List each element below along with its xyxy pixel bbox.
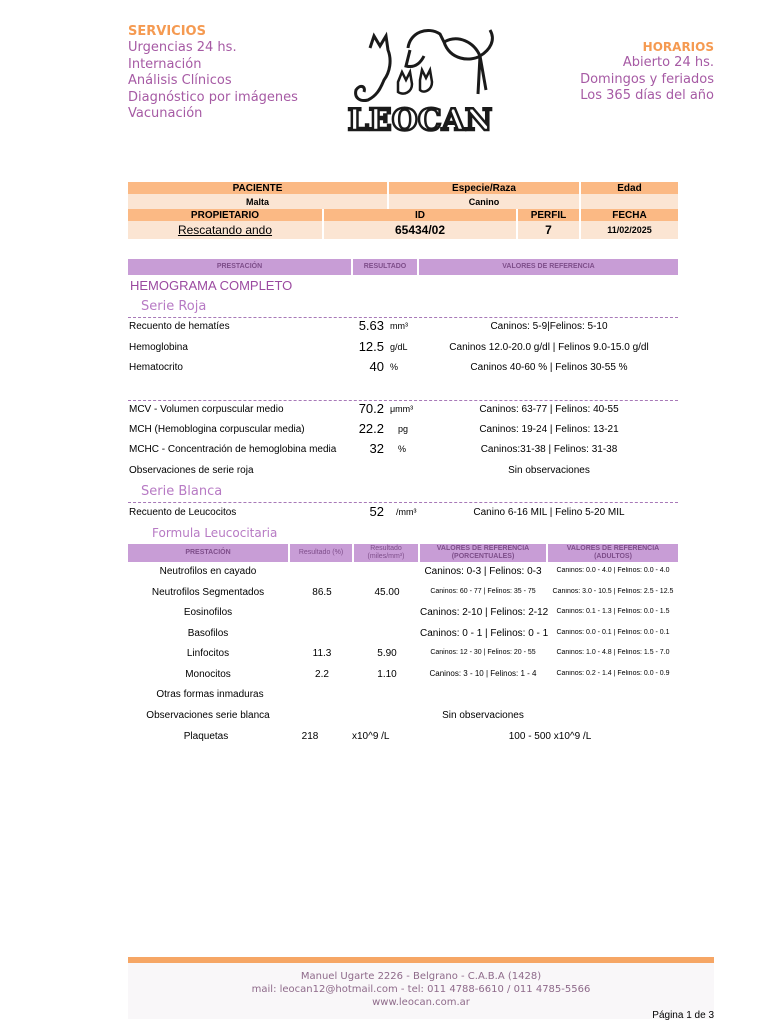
row-unit: %	[398, 444, 407, 454]
formula-heading: Formula Leucocitaria	[152, 526, 278, 540]
leuco-col-prestacion: PRESTACIÓN	[128, 544, 288, 562]
row-label: Recuento de hematíes	[129, 321, 230, 332]
leuco-name: Linfocitos	[186, 648, 230, 659]
leuco-pct: 2.2	[315, 669, 329, 680]
plaquetas-ref: 100 - 500 x10^9 /L	[508, 731, 592, 742]
leuco-pct: 11.3	[312, 648, 332, 659]
result-row	[0, 401, 768, 419]
row-unit: μmm³	[390, 404, 414, 414]
row-label: Recuento de Leucocitos	[129, 507, 237, 518]
leuco-ref-pct: Caninos: 0-3 | Felinos: 0-3	[424, 566, 542, 577]
service-item: Internación	[128, 56, 202, 72]
edad-value	[579, 194, 678, 209]
leuco-col-ref-adult-line2: (ADULTOS)	[594, 553, 632, 560]
leuco-ref-adult: Caninos: 1.0 - 4.8 | Felinos: 1.5 - 7.0	[556, 649, 670, 656]
fecha-value: 11/02/2025	[579, 221, 678, 239]
leuco-mil: 1.10	[377, 669, 397, 680]
leuco-mil: 45.00	[374, 587, 400, 598]
service-item: Diagnóstico por imágenes	[128, 89, 298, 105]
leuco-col-mil-line2: (miles/mm³)	[367, 553, 405, 560]
result-row	[0, 421, 768, 439]
leuco-name: Monocitos	[185, 669, 231, 680]
plaquetas-unit: x10^9 /L	[352, 731, 390, 742]
leuco-ref-adult: Caninos: 0.1 - 1.3 | Felinos: 0.0 - 1.5	[556, 608, 670, 615]
leuco-ref-adult: Caninos: 3.0 - 10.5 | Felinos: 2.5 - 12.5	[552, 588, 674, 595]
plaquetas-label: Plaquetas	[183, 731, 229, 742]
row-value: 70.2	[358, 401, 384, 416]
row-ref: Caninos: 19-24 | Felinos: 13-21	[479, 424, 619, 435]
row-label: MCH (Hemoblogina corpuscular media)	[129, 424, 305, 435]
leuco-name: Neutrofilos en cayado	[159, 566, 257, 577]
leuco-name: Neutrofilos Segmentados	[151, 587, 265, 598]
leuco-ref-pct: Caninos: 2-10 | Felinos: 2-12	[420, 607, 549, 618]
plaquetas-value: 218	[301, 731, 319, 742]
row-label: Observaciones de serie roja	[129, 465, 254, 476]
footer	[128, 970, 714, 1009]
leuco-col-ref-adult-line1: VALORES DE REFERENCIA	[566, 545, 660, 552]
row-ref: Sin observaciones	[508, 465, 590, 476]
leuco-col-ref-pct-line1: VALORES DE REFERENCIA	[436, 545, 530, 552]
row-unit: /mm³	[396, 507, 417, 517]
otras-row	[0, 686, 768, 704]
leuco-pct: 86.5	[312, 587, 332, 598]
leuco-ref-adult: Caninos: 0.0 - 0.1 | Felinos: 0.0 - 0.1	[556, 629, 670, 636]
row-label: Hemoglobina	[129, 342, 188, 353]
row-value: 52	[369, 504, 384, 519]
leuco-row	[0, 645, 768, 663]
id-label: ID	[322, 209, 516, 221]
result-row	[0, 339, 768, 357]
row-unit: g/dL	[390, 342, 408, 352]
serie-roja-heading: Serie Roja	[141, 299, 207, 314]
result-row	[0, 462, 768, 480]
serie-blanca-heading: Serie Blanca	[141, 484, 223, 499]
leuco-row	[0, 625, 768, 643]
obs-blanca-row	[0, 707, 768, 725]
row-value: 40	[369, 359, 384, 374]
row-ref: Caninos 12.0-20.0 g/dl | Felinos 9.0-15.0 g/dl	[449, 342, 649, 353]
especie-value: Canino	[387, 194, 579, 209]
especie-label: Especie/Raza	[387, 182, 579, 194]
row-value: 22.2	[358, 421, 384, 436]
footer-address: Manuel Ugarte 2226 - Belgrano - C.A.B.A (1428)	[300, 971, 542, 982]
services-title: SERVICIOS	[128, 24, 206, 39]
leuco-name: Basofilos	[187, 628, 229, 639]
service-item: Análisis Clínicos	[128, 73, 232, 89]
row-ref: Caninos:31-38 | Felinos: 31-38	[480, 444, 618, 455]
edad-label: Edad	[579, 182, 678, 194]
hours-block	[580, 40, 714, 105]
logo-text: LEOCAN	[347, 103, 493, 138]
obs-blanca-ref: Sin observaciones	[442, 710, 524, 721]
hemograma-title: HEMOGRAMA COMPLETO	[130, 278, 293, 293]
page-number: Página 1 de 3	[652, 1010, 714, 1021]
hours-title: HORARIOS	[642, 40, 714, 54]
leuco-name: Eosinofilos	[183, 607, 233, 618]
perfil-value: 7	[516, 221, 579, 239]
perfil-label: PERFIL	[516, 209, 579, 221]
leuco-ref-pct: Caninos: 0 - 1 | Felinos: 0 - 1	[420, 628, 549, 639]
row-value: 12.5	[358, 339, 384, 354]
col-resultado: RESULTADO	[353, 259, 417, 275]
paciente-value: Malta	[128, 194, 387, 209]
propietario-value: Rescatando ando	[128, 221, 322, 239]
leuco-row	[0, 584, 768, 602]
divider	[128, 502, 678, 503]
leuco-col-mil-line1: Resultado	[370, 545, 402, 552]
leuco-ref-pct: Caninos: 3 - 10 | Felinos: 1 - 4	[429, 669, 537, 678]
plaquetas-row	[0, 728, 768, 746]
leuco-ref-adult: Caninos: 0.2 - 1.4 | Felinos: 0.0 - 0.9	[556, 670, 670, 677]
result-row	[0, 359, 768, 377]
leuco-mil: 5.90	[377, 648, 397, 659]
leuco-row	[0, 666, 768, 684]
result-row	[0, 441, 768, 459]
leuco-ref-pct: Caninos: 12 - 30 | Felinos: 20 - 55	[430, 649, 536, 656]
row-ref: Caninos: 63-77 | Felinos: 40-55	[479, 404, 619, 415]
row-label: MCV - Volumen corpuscular medio	[129, 404, 284, 415]
row-ref: Canino 6-16 MIL | Felino 5-20 MIL	[473, 507, 625, 518]
leocan-logo	[340, 20, 500, 140]
leuco-ref-adult: Caninos: 0.0 - 4.0 | Felinos: 0.0 - 4.0	[556, 567, 670, 574]
paciente-label: PACIENTE	[128, 182, 387, 194]
row-unit: mm³	[390, 321, 408, 331]
result-row	[0, 504, 768, 522]
leuco-col-ref-adult	[548, 544, 678, 562]
fecha-label: FECHA	[579, 209, 678, 221]
row-unit: %	[390, 362, 399, 372]
leuco-col-pct: Resultado (%)	[290, 544, 352, 562]
col-prestacion: PRESTACIÓN	[128, 259, 351, 275]
propietario-label: PROPIETARIO	[128, 209, 322, 221]
leuco-ref-pct: Caninos: 60 - 77 | Felinos: 35 - 75	[430, 588, 536, 595]
leuco-col-ref-pct-line2: (PORCENTUALES)	[451, 553, 515, 560]
footer-website: www.leocan.com.ar	[372, 997, 470, 1008]
leuco-col-mil	[354, 544, 418, 562]
otras-label: Otras formas inmaduras	[156, 689, 264, 700]
row-unit: pg	[398, 424, 409, 434]
footer-contact: mail: leocan12@hotmail.com - tel: 011 4788-6610 / 011 4785-5566	[251, 984, 591, 995]
row-label: MCHC - Concentración de hemoglobina media	[129, 444, 337, 455]
row-value: 32	[369, 441, 384, 456]
leuco-col-ref-pct	[420, 544, 546, 562]
hours-item: Domingos y feriados	[580, 71, 714, 87]
services-block	[128, 24, 298, 123]
patient-table	[128, 182, 678, 239]
leuco-row	[0, 563, 768, 581]
obs-blanca-label: Observaciones serie blanca	[146, 710, 270, 721]
row-ref: Caninos 40-60 % | Felinos 30-55 %	[470, 362, 628, 373]
service-item: Vacunación	[128, 106, 203, 122]
col-valores: VALORES DE REFERENCIA	[419, 259, 678, 275]
result-row	[0, 318, 768, 336]
row-value: 5.63	[358, 318, 384, 333]
hours-item: Los 365 días del año	[580, 88, 714, 104]
hours-item: Abierto 24 hs.	[622, 55, 714, 70]
id-value: 65434/02	[322, 221, 516, 239]
service-item: Urgencias 24 hs.	[128, 40, 237, 55]
leuco-row	[0, 604, 768, 622]
row-ref: Caninos: 5-9|Felinos: 5-10	[490, 321, 608, 332]
row-label: Hematocrito	[129, 362, 183, 373]
